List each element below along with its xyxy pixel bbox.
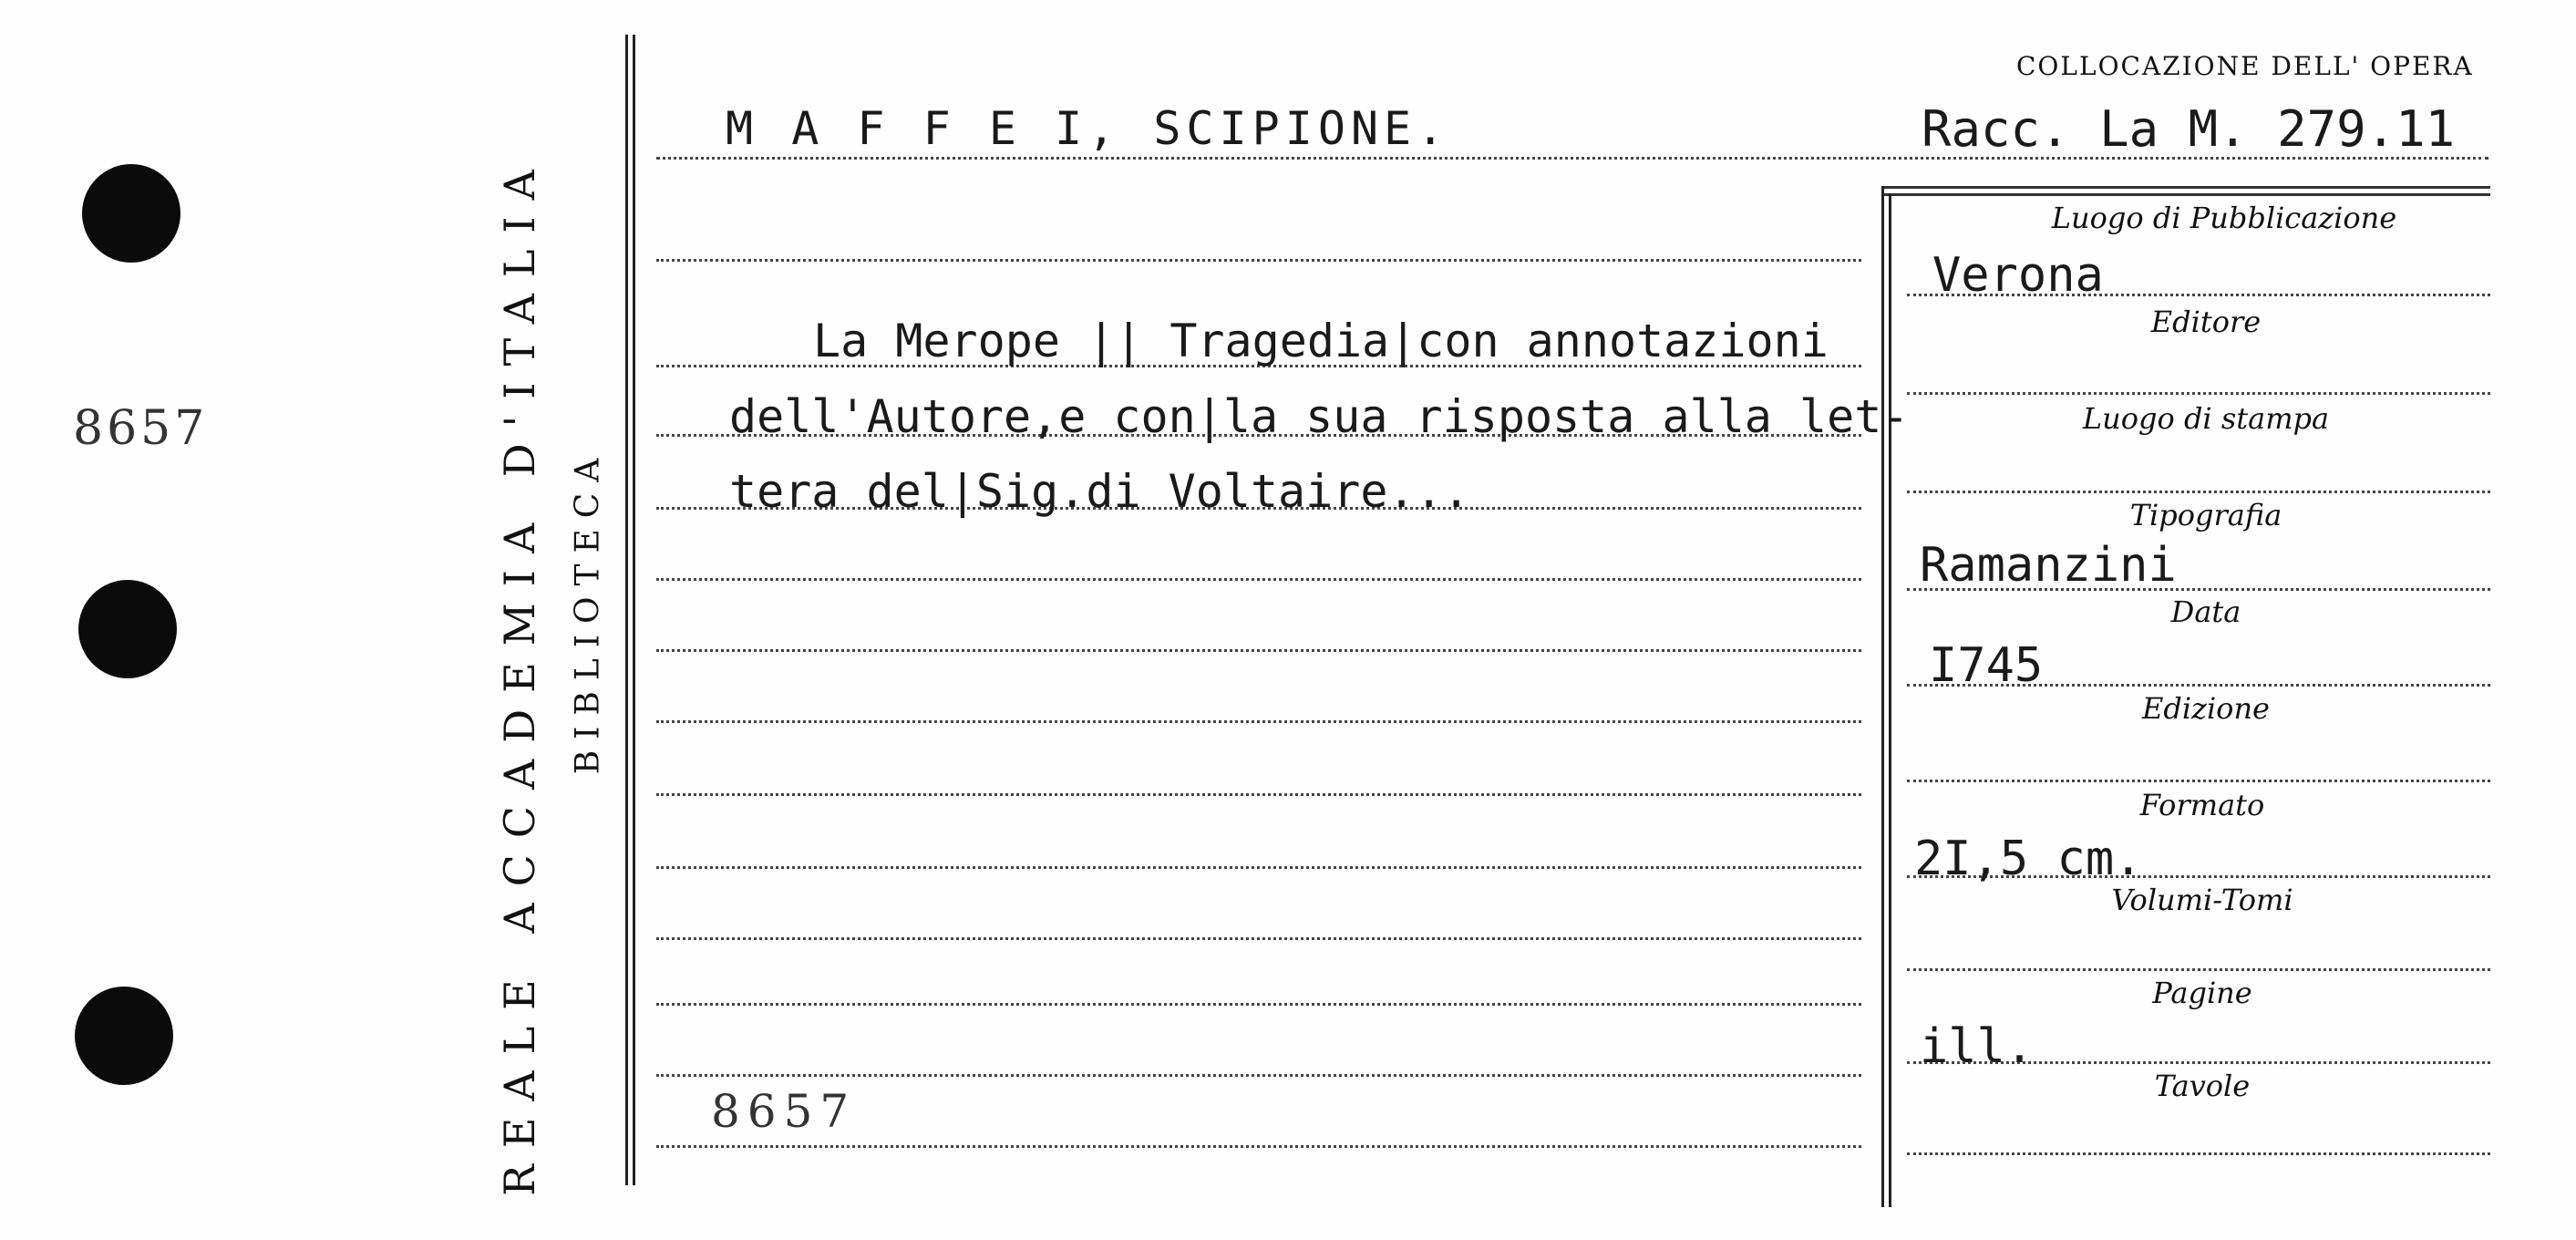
right-panel-top-rule	[1881, 186, 2490, 189]
field-label-luogo-pubblicazione: Luogo di Pubblicazione	[2051, 201, 2397, 235]
title-line-3: tera del|Sig.di Voltaire...	[729, 465, 1470, 518]
field-value-data: I745	[1929, 638, 2044, 693]
field-rule-line	[1907, 968, 2490, 971]
institution-subtitle: BIBLIOTECA	[569, 447, 607, 775]
punch-hole-middle	[78, 580, 177, 678]
institution-name: REALE ACCADEMIA D'ITALIA	[495, 153, 544, 1196]
right-panel-top-rule-inner	[1881, 193, 2490, 196]
rule-line	[656, 1074, 1861, 1077]
rule-line	[656, 1003, 1861, 1006]
punch-hole-bottom	[75, 987, 173, 1085]
field-label-pagine: Pagine	[2152, 976, 2252, 1010]
field-value-pagine: ill.	[1920, 1019, 2035, 1074]
field-label-tavole: Tavole	[2154, 1069, 2251, 1103]
title-line-2: dell'Autore,e con|la sua risposta alla let-	[729, 390, 1910, 443]
field-label-formato: Formato	[2139, 788, 2265, 822]
right-panel-left-rule-inner	[1889, 193, 1891, 1207]
right-panel-left-rule-outer	[1881, 186, 1884, 1207]
inventory-number: 8657	[711, 1085, 857, 1138]
field-rule-line	[1907, 491, 2490, 493]
field-label-volumi-tomi: Volumi-Tomi	[2111, 883, 2293, 917]
field-label-edizione: Edizione	[2142, 691, 2270, 726]
field-value-luogo-pubblicazione: Verona	[1932, 248, 2104, 303]
field-rule-line	[1907, 392, 2490, 395]
author-heading: M A F F E I, SCIPIONE.	[726, 102, 1450, 155]
left-border-rule-inner	[633, 35, 635, 1185]
rule-line	[656, 578, 1861, 581]
rule-line	[656, 649, 1861, 652]
field-rule-line	[1907, 780, 2490, 782]
field-label-editore: Editore	[2150, 305, 2262, 339]
rule-line	[656, 720, 1861, 723]
field-rule-line	[1907, 1152, 2490, 1155]
field-label-luogo-stampa: Luogo di stampa	[2082, 401, 2330, 436]
shelfmark: Racc. La M. 279.11	[1922, 100, 2456, 158]
punch-hole-top	[82, 164, 180, 263]
field-label-data: Data	[2170, 594, 2241, 629]
left-border-rule-outer	[625, 35, 628, 1185]
field-value-formato: 2I,5 cm.	[1914, 832, 2143, 886]
rule-line	[656, 1145, 1861, 1148]
field-value-tipografia: Ramanzini	[1920, 538, 2177, 593]
title-line-1: La Merope || Tragedia|con annotazioni	[813, 315, 1829, 367]
rule-line	[656, 259, 1861, 262]
location-header: COLLOCAZIONE DELL' OPERA	[2016, 51, 2474, 81]
rule-line	[656, 866, 1861, 869]
rule-line	[656, 937, 1861, 940]
field-label-tipografia: Tipografia	[2129, 498, 2282, 532]
margin-accession-number: 8657	[73, 401, 209, 456]
rule-line	[656, 793, 1861, 796]
